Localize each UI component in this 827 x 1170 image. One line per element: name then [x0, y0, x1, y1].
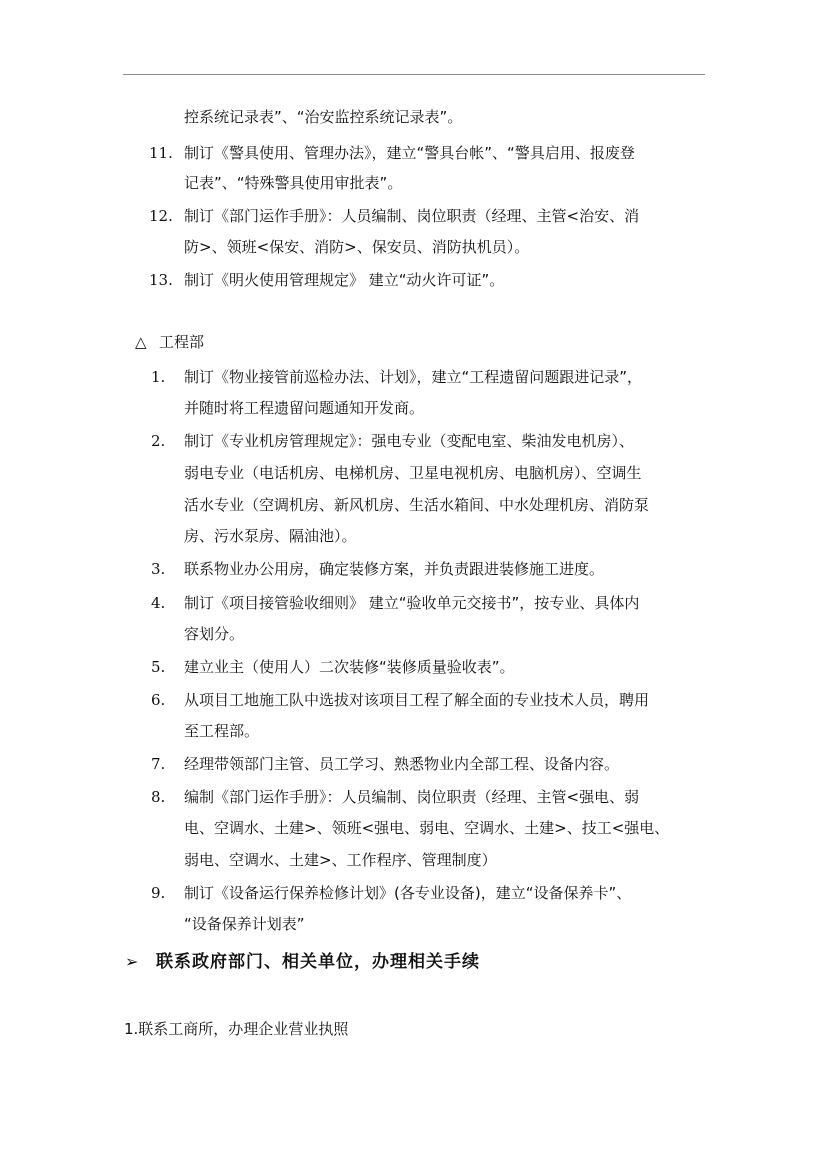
- engineering-item-5-line-1: 建立业主（使用人）二次装修“装修质量验收表”。: [184, 658, 515, 676]
- engineering-item-4-line-2: 容划分。: [184, 625, 245, 643]
- triangle-marker-icon: △: [135, 333, 147, 351]
- security-item-13-number: 13.: [149, 271, 173, 289]
- engineering-item-5-number: 5.: [151, 658, 166, 676]
- engineering-item-2-number: 2.: [151, 432, 166, 450]
- engineering-item-7-line-1: 经理带领部门主管、员工学习、熟悉物业内全部工程、设备内容。: [184, 755, 620, 773]
- engineering-item-4-line-1: 制订《项目接管验收细则》 建立“验收单元交接书”，按专业、具体内: [184, 594, 640, 612]
- engineering-item-9-line-2: “设备保养计划表”: [184, 915, 305, 933]
- security-item-12-line-2: 防>、领班<保安、消防>、保安员、消防执机员）。: [184, 238, 530, 256]
- security-item-13-line-1: 制订《明火使用管理规定》 建立“动火许可证”。: [184, 271, 505, 289]
- engineering-item-2-line-3: 活水专业（空调机房、新风机房、生活水箱间、中水处理机房、消防泵: [184, 496, 650, 514]
- engineering-item-8-line-3: 弱电、空调水、土建>、工作程序、管理制度）: [184, 851, 497, 869]
- engineering-item-1-line-1: 制订《物业接管前巡检办法、计划》，建立“工程遗留问题跟进记录”，: [184, 368, 643, 386]
- engineering-item-1-number: 1.: [151, 368, 166, 386]
- engineering-item-8-line-2: 电、空调水、土建>、领班<强电、弱电、空调水、土建>、技工<强电、: [184, 819, 670, 837]
- engineering-item-2-line-2: 弱电专业（电话机房、电梯机房、卫星电视机房、电脑机房）、空调生: [184, 464, 642, 482]
- engineering-item-6-number: 6.: [151, 691, 166, 709]
- security-item-12-line-1: 制订《部门运作手册》：人员编制、岗位职责（经理、主管<治安、消: [184, 207, 640, 225]
- security-item-11-line-1: 制订《警具使用、管理办法》，建立“警具台帐”、“警具启用、报废登: [184, 144, 635, 162]
- engineering-item-9-number: 9.: [151, 884, 166, 902]
- engineering-item-1-line-2: 并随时将工程遗留问题通知开发商。: [184, 399, 425, 417]
- engineering-item-2-line-1: 制订《专业机房管理规定》：强电专业（变配电室、柴油发电机房）、: [184, 432, 635, 450]
- security-item-11-line-2: 记表”、“特殊警具使用审批表”。: [184, 174, 403, 192]
- engineering-item-2-line-4: 房、污水泵房、隔油池）。: [184, 527, 357, 545]
- security-item-12-number: 12.: [149, 207, 173, 225]
- engineering-item-3-number: 3.: [151, 560, 166, 578]
- government-section-heading: 联系政府部门、相关单位，办理相关手续: [156, 952, 480, 972]
- header-rule: [123, 74, 705, 75]
- arrow-bullet-icon: ➢: [125, 952, 139, 971]
- engineering-item-6-line-2: 至工程部。: [184, 722, 260, 740]
- engineering-item-3-line-1: 联系物业办公用房，确定装修方案，并负责跟进装修施工进度。: [184, 560, 605, 578]
- engineering-item-7-number: 7.: [151, 755, 166, 773]
- engineering-section-title: 工程部: [159, 333, 205, 351]
- engineering-item-6-line-1: 从项目工地施工队中选拔对该项目工程了解全面的专业技术人员，聘用: [184, 691, 650, 709]
- government-item-1: 1.联系工商所，办理企业营业执照: [124, 1020, 349, 1038]
- engineering-item-8-number: 8.: [151, 788, 166, 806]
- engineering-item-8-line-1: 编制《部门运作手册》：人员编制、岗位职责（经理、主管<强电、弱: [184, 788, 640, 806]
- engineering-item-9-line-1: 制订《设备运行保养检修计划》(各专业设备)，建立“设备保养卡”、: [184, 884, 632, 902]
- security-continuation-line: 控系统记录表”、“治安监控系统记录表”。: [184, 108, 463, 126]
- security-item-11-number: 11.: [149, 144, 173, 162]
- engineering-item-4-number: 4.: [151, 594, 166, 612]
